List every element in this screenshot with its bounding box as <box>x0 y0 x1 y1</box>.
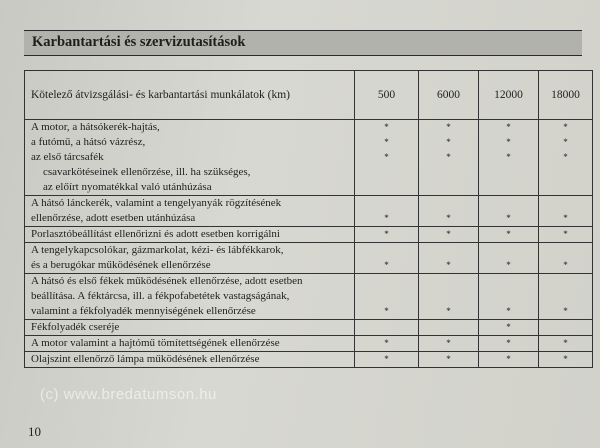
table-row <box>25 352 593 368</box>
interval-mark: * * * <box>479 120 539 196</box>
interval-mark: * <box>419 227 479 243</box>
interval-mark: * <box>479 336 539 352</box>
task-description <box>25 320 355 336</box>
interval-mark: * <box>539 196 593 227</box>
task-description <box>25 243 355 274</box>
table-row <box>25 320 593 336</box>
task-description <box>25 274 355 320</box>
table-row <box>25 120 593 196</box>
interval-mark: * <box>479 196 539 227</box>
task-description <box>25 196 355 227</box>
table-header-row <box>25 71 593 120</box>
task-description <box>25 352 355 368</box>
interval-mark <box>539 320 593 336</box>
interval-mark: * * * <box>355 120 419 196</box>
table-row <box>25 336 593 352</box>
task-line: Porlasztóbeállítást ellenőrizni és adott esetben korrigálni <box>31 228 280 240</box>
interval-mark: * <box>419 196 479 227</box>
interval-mark: * <box>419 336 479 352</box>
interval-mark: * <box>539 274 593 320</box>
task-line: Fékfolyadék cseréje <box>31 321 120 333</box>
interval-mark: * * * <box>539 120 593 196</box>
task-description <box>25 336 355 352</box>
table-row <box>25 227 593 243</box>
page-number: 10 <box>28 424 41 439</box>
interval-mark: * <box>355 352 419 368</box>
task-line: A motor, a hátsókerék-hajtás, <box>31 121 160 133</box>
task-line: Olajszint ellenőrző lámpa működésének ellenőrzése <box>31 353 260 365</box>
column-header-tasks: Kötelező átvizsgálási- és karbantartási munkálatok (km) <box>25 71 355 120</box>
task-line: A hátsó és első fékek működésének ellenőrzése, adott esetben <box>31 275 303 287</box>
column-header-18000: 18000 <box>539 71 593 120</box>
task-line: valamint a fékfolyadék mennyiségének ellenőrzése <box>31 305 256 317</box>
interval-mark: * <box>355 336 419 352</box>
section-header <box>24 30 582 56</box>
interval-mark: * <box>419 243 479 274</box>
task-line: ellenőrzése, adott esetben utánhúzása <box>31 212 196 224</box>
column-header-6000: 6000 <box>419 71 479 120</box>
interval-mark: * <box>419 274 479 320</box>
task-line: csavarkötéseinek ellenőrzése, ill. ha szükséges, <box>43 166 251 178</box>
interval-mark: * <box>539 243 593 274</box>
task-line: A motor valamint a hajtómű tömítettségének ellenőrzése <box>31 337 280 349</box>
table-row <box>25 196 593 227</box>
task-description <box>25 120 355 196</box>
interval-mark: * <box>479 227 539 243</box>
interval-mark <box>355 320 419 336</box>
interval-mark: * <box>419 352 479 368</box>
table-row <box>25 243 593 274</box>
column-header-12000: 12000 <box>479 71 539 120</box>
interval-mark: * <box>539 227 593 243</box>
interval-mark: * <box>539 352 593 368</box>
task-line: az első tárcsafék <box>31 151 104 163</box>
interval-mark: * * * <box>419 120 479 196</box>
table-row <box>25 274 593 320</box>
section-title: Karbantartási és szervizutasítások <box>32 34 246 50</box>
interval-mark: * <box>355 274 419 320</box>
task-line: A tengelykapcsolókar, gázmarkolat, kézi- és lábfékkarok, <box>31 244 284 256</box>
interval-mark: * <box>479 274 539 320</box>
interval-mark: * <box>539 336 593 352</box>
task-line: az előírt nyomatékkal való utánhúzása <box>43 181 212 193</box>
interval-mark: * <box>479 320 539 336</box>
interval-mark <box>419 320 479 336</box>
task-description <box>25 227 355 243</box>
task-line: a futómű, a hátsó vázrész, <box>31 136 146 148</box>
interval-mark: * <box>355 243 419 274</box>
interval-mark: * <box>479 243 539 274</box>
watermark: (c) www.bredatumson.hu <box>40 386 217 403</box>
task-line: A hátsó lánckerék, valamint a tengelyanyák rögzítésének <box>31 197 282 209</box>
maintenance-table <box>24 70 593 368</box>
task-line: és a berugókar működésének ellenőrzése <box>31 259 211 271</box>
column-header-500: 500 <box>355 71 419 120</box>
task-line: beállítása. A féktárcsa, ill. a fékpofabetétek vastagságának, <box>31 290 290 302</box>
interval-mark: * <box>355 227 419 243</box>
interval-mark: * <box>355 196 419 227</box>
interval-mark: * <box>479 352 539 368</box>
